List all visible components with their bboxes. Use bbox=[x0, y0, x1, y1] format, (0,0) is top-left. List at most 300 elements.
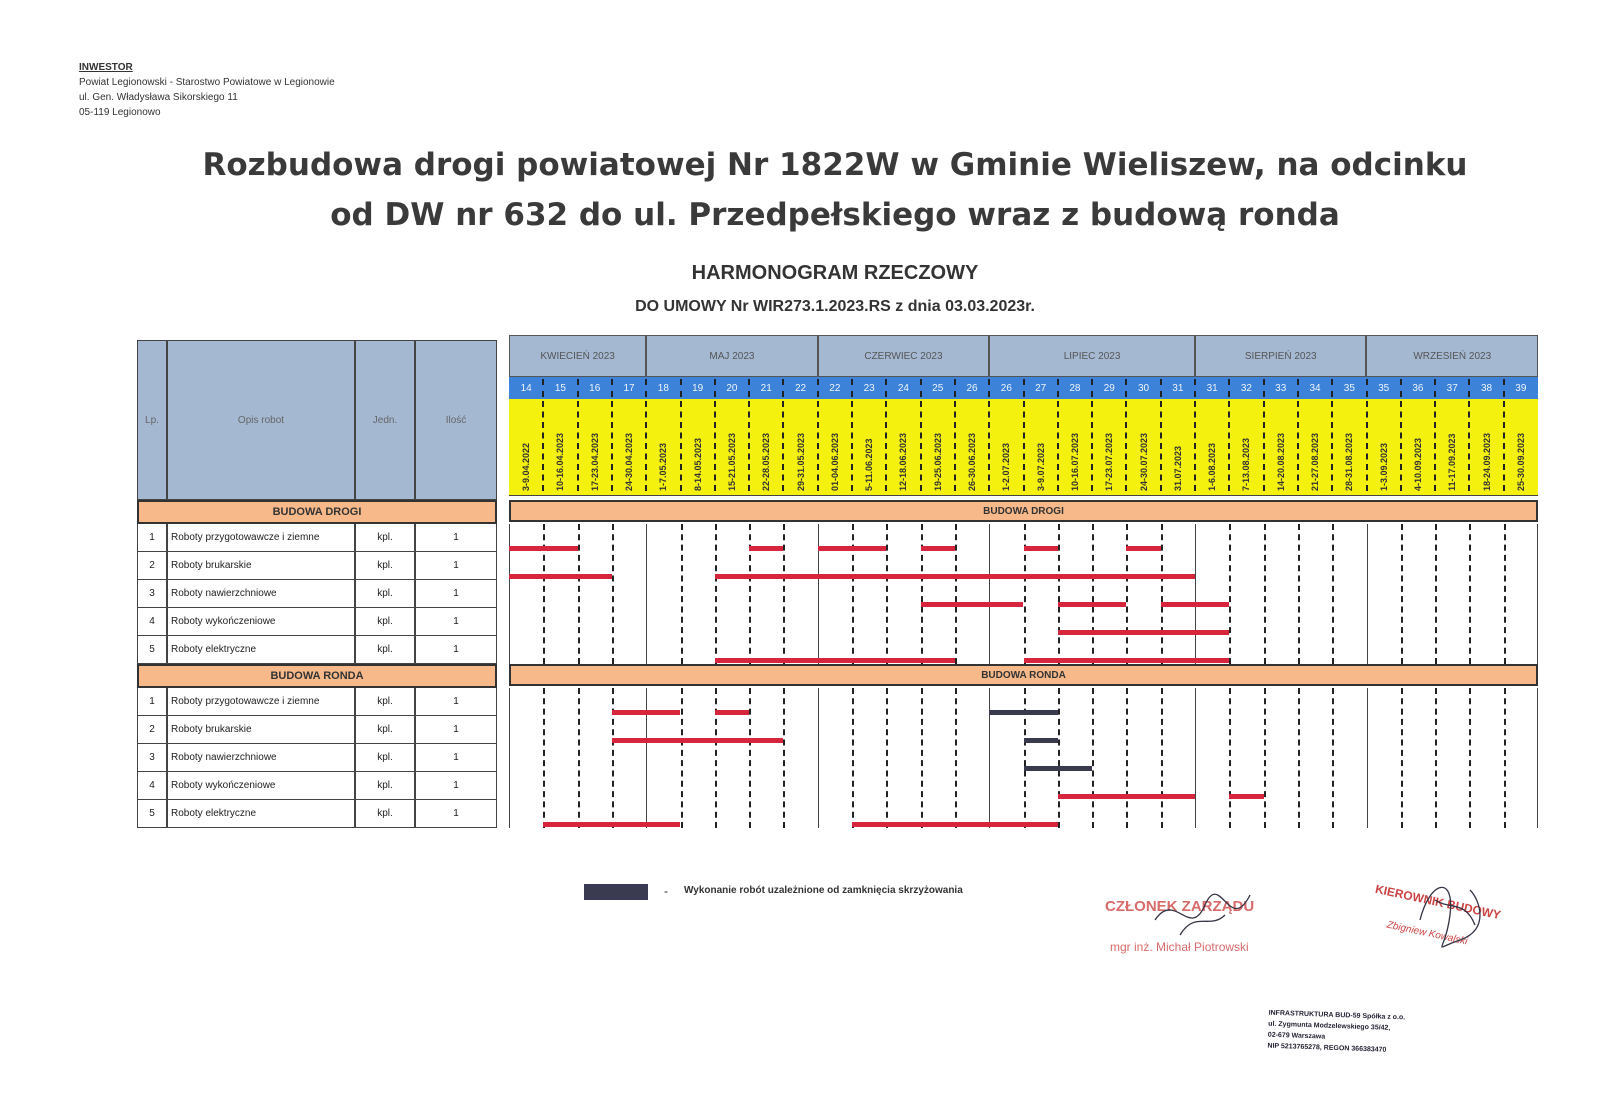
date-range-label: 3-9.07.2023 bbox=[1035, 442, 1046, 491]
column-divider bbox=[1297, 379, 1299, 397]
gantt-grid-line bbox=[818, 688, 819, 828]
table-row bbox=[137, 800, 497, 828]
week-number: 34 bbox=[1309, 382, 1321, 394]
row-qty: 1 bbox=[415, 608, 497, 635]
header-qty: Ilość bbox=[415, 340, 497, 500]
date-range-cell bbox=[783, 403, 817, 491]
column-divider bbox=[1125, 379, 1127, 397]
column-divider bbox=[645, 401, 647, 491]
column-divider bbox=[542, 379, 544, 397]
gantt-grid-line bbox=[1264, 688, 1266, 828]
date-range-cell bbox=[818, 403, 852, 491]
column-divider bbox=[1366, 379, 1368, 397]
date-range-label: 21-27.08.2023 bbox=[1310, 432, 1321, 491]
schedule-bar bbox=[509, 574, 612, 579]
title-line2: od DW nr 632 do ul. Przedpełskiego wraz z budową ronda bbox=[330, 197, 1340, 233]
date-range-cell bbox=[1435, 403, 1469, 491]
schedule-bar bbox=[612, 738, 784, 743]
schedule-bar bbox=[715, 658, 955, 663]
gantt-grid-line bbox=[955, 688, 957, 828]
row-unit: kpl. bbox=[355, 552, 415, 579]
gantt-grid-line bbox=[681, 524, 683, 664]
row-lp: 1 bbox=[137, 688, 167, 715]
column-divider bbox=[885, 401, 887, 491]
date-range-label: 28-31.08.2023 bbox=[1344, 432, 1355, 491]
row-desc: Roboty elektryczne bbox=[167, 800, 355, 827]
column-divider bbox=[988, 379, 990, 397]
date-range-cell bbox=[1195, 403, 1229, 491]
gantt-grid-line bbox=[715, 524, 717, 664]
date-range-label: 14-20.08.2023 bbox=[1275, 432, 1286, 491]
month-header: SIERPIEŃ 2023 bbox=[1195, 335, 1367, 377]
column-divider bbox=[851, 401, 853, 491]
column-divider bbox=[851, 379, 853, 397]
week-number: 21 bbox=[760, 382, 772, 394]
date-range-cell bbox=[1401, 403, 1435, 491]
gantt-grid-line bbox=[749, 688, 751, 828]
column-divider bbox=[542, 401, 544, 491]
row-qty: 1 bbox=[415, 688, 497, 715]
date-range-cell bbox=[1298, 403, 1332, 491]
date-range-label: 3-9.04.2022 bbox=[521, 442, 532, 491]
gantt-grid-line bbox=[1092, 688, 1094, 828]
schedule-bar bbox=[921, 602, 1024, 607]
date-range-cell bbox=[852, 403, 886, 491]
date-range-cell bbox=[1229, 403, 1263, 491]
gantt-grid-line bbox=[646, 688, 647, 828]
date-range-cell bbox=[1161, 403, 1195, 491]
row-lp: 5 bbox=[137, 636, 167, 663]
table-row bbox=[137, 552, 497, 580]
gantt-grid-line bbox=[921, 688, 923, 828]
row-unit: kpl. bbox=[355, 744, 415, 771]
gantt-grid-line bbox=[681, 688, 683, 828]
column-divider bbox=[885, 379, 887, 397]
column-divider bbox=[1468, 401, 1470, 491]
gantt-grid-line bbox=[1504, 688, 1506, 828]
column-divider bbox=[1194, 401, 1196, 491]
column-divider bbox=[680, 379, 682, 397]
date-range-label: 10-16.04.2023 bbox=[555, 432, 566, 491]
column-divider bbox=[1263, 379, 1265, 397]
gantt-grid-line bbox=[852, 688, 854, 828]
gantt-grid-line bbox=[1126, 688, 1128, 828]
week-number: 23 bbox=[863, 382, 875, 394]
row-desc: Roboty elektryczne bbox=[167, 636, 355, 663]
date-range-cell bbox=[1504, 403, 1538, 491]
column-divider bbox=[954, 401, 956, 491]
week-number: 22 bbox=[794, 382, 807, 394]
column-divider bbox=[1160, 401, 1162, 491]
column-divider bbox=[577, 401, 579, 491]
column-divider bbox=[1091, 401, 1093, 491]
column-divider bbox=[817, 379, 819, 397]
company-line2: ul. Zygmunta Modzelewskiego 35/42, bbox=[1268, 1020, 1391, 1032]
schedule-bar bbox=[715, 710, 749, 715]
week-number: 26 bbox=[966, 382, 978, 394]
gantt-grid-line bbox=[1298, 524, 1300, 664]
row-qty: 1 bbox=[415, 524, 497, 551]
column-divider bbox=[954, 379, 956, 397]
row-qty: 1 bbox=[415, 800, 497, 827]
column-divider bbox=[1228, 401, 1230, 491]
schedule-bar bbox=[1024, 658, 1230, 663]
company-stamp bbox=[1267, 1008, 1405, 1057]
gantt-grid-line bbox=[989, 524, 990, 664]
row-lp: 3 bbox=[137, 744, 167, 771]
gantt-grid-line bbox=[1332, 688, 1334, 828]
date-range-cell bbox=[1367, 403, 1401, 491]
gantt-grid-line bbox=[1024, 688, 1026, 828]
title-line1: Rozbudowa drogi powiatowej Nr 1822W w Gminie Wieliszew, na odcinku bbox=[202, 147, 1468, 183]
date-range-label: 15-21.05.2023 bbox=[726, 432, 737, 491]
date-range-cell bbox=[715, 403, 749, 491]
gantt-section-header: BUDOWA RONDA bbox=[509, 664, 1538, 686]
column-divider bbox=[1057, 379, 1059, 397]
schedule-bar-conditional bbox=[989, 710, 1058, 715]
column-divider bbox=[748, 379, 750, 397]
schedule-bar bbox=[1229, 794, 1263, 799]
legend-dash: - bbox=[664, 884, 668, 898]
gantt-grid-line bbox=[1469, 524, 1471, 664]
column-divider bbox=[1160, 379, 1162, 397]
gantt-grid-line bbox=[783, 688, 785, 828]
site-manager-stamp: KIEROWNIK BUDOWY bbox=[1373, 881, 1503, 923]
gantt-grid-line bbox=[1229, 688, 1231, 828]
date-range-label: 1-3.09.2023 bbox=[1378, 442, 1389, 491]
row-unit: kpl. bbox=[355, 608, 415, 635]
schedule-bar bbox=[921, 546, 955, 551]
week-number: 18 bbox=[657, 382, 669, 394]
gantt-grid-line bbox=[1058, 688, 1060, 828]
date-range-label: 7-13.08.2023 bbox=[1241, 437, 1252, 491]
schedule-bar bbox=[749, 546, 783, 551]
week-number: 25 bbox=[932, 382, 944, 394]
column-divider bbox=[748, 401, 750, 491]
month-header: KWIECIEŃ 2023 bbox=[509, 335, 646, 377]
column-divider bbox=[577, 379, 579, 397]
week-number: 20 bbox=[726, 382, 738, 394]
week-number: 17 bbox=[623, 382, 635, 394]
company-line4: NIP 5213765278, REGON 366383470 bbox=[1267, 1042, 1387, 1054]
row-unit: kpl. bbox=[355, 524, 415, 551]
column-divider bbox=[1503, 379, 1505, 397]
date-range-label: 17-23.07.2023 bbox=[1104, 432, 1115, 491]
header-unit: Jedn. bbox=[355, 340, 415, 500]
column-divider bbox=[714, 379, 716, 397]
row-lp: 1 bbox=[137, 524, 167, 551]
gantt-grid-line bbox=[543, 688, 545, 828]
week-number: 26 bbox=[1000, 382, 1012, 394]
date-range-cell bbox=[1024, 403, 1058, 491]
gantt-grid-line bbox=[749, 524, 751, 664]
gantt-grid-line bbox=[1435, 524, 1437, 664]
schedule-subtitle: HARMONOGRAM RZECZOWY bbox=[691, 262, 979, 284]
column-divider bbox=[1331, 379, 1333, 397]
gantt-grid-line bbox=[646, 524, 647, 664]
week-number: 29 bbox=[1103, 382, 1115, 394]
date-range-label: 17-23.04.2023 bbox=[589, 432, 600, 491]
date-range-label: 10-16.07.2023 bbox=[1069, 432, 1080, 491]
row-lp: 2 bbox=[137, 716, 167, 743]
row-desc: Roboty wykończeniowe bbox=[167, 608, 355, 635]
company-line1: INFRASTRUKTURA BUD-59 Spółka z o.o. bbox=[1268, 1009, 1406, 1022]
company-line3: 02-679 Warszawa bbox=[1267, 1031, 1326, 1041]
column-divider bbox=[1194, 379, 1196, 397]
column-divider bbox=[920, 379, 922, 397]
gantt-grid-line bbox=[1126, 524, 1128, 664]
gantt-grid-line bbox=[886, 524, 888, 664]
date-range-cell bbox=[681, 403, 715, 491]
table-row bbox=[137, 636, 497, 664]
row-qty: 1 bbox=[415, 552, 497, 579]
schedule-bar bbox=[509, 546, 578, 551]
gantt-grid-line bbox=[1264, 524, 1266, 664]
column-divider bbox=[1228, 379, 1230, 397]
contract-reference: DO UMOWY Nr WIR273.1.2023.RS z dnia 03.03.2023r. bbox=[635, 298, 1035, 315]
column-divider bbox=[782, 401, 784, 491]
gantt-grid-line bbox=[783, 524, 785, 664]
table-row bbox=[137, 688, 497, 716]
schedule-bar bbox=[543, 822, 680, 827]
works-table-header bbox=[137, 340, 497, 500]
row-desc: Roboty wykończeniowe bbox=[167, 772, 355, 799]
date-range-label: 22-28.05.2023 bbox=[761, 432, 772, 491]
date-range-label: 1-2.07.2023 bbox=[1001, 442, 1012, 491]
column-divider bbox=[611, 401, 613, 491]
date-range-label: 1-7.05.2023 bbox=[658, 442, 669, 491]
gantt-grid-line bbox=[1332, 524, 1334, 664]
week-number: 30 bbox=[1137, 382, 1150, 394]
row-qty: 1 bbox=[415, 772, 497, 799]
investor-line2: ul. Gen. Władysława Sikorskiego 11 bbox=[79, 92, 238, 103]
date-range-cell bbox=[1092, 403, 1126, 491]
gantt-grid-line bbox=[543, 524, 545, 664]
gantt-grid-line bbox=[612, 524, 614, 664]
row-qty: 1 bbox=[415, 716, 497, 743]
date-range-label: 29-31.05.2023 bbox=[795, 432, 806, 491]
board-member-name: mgr inż. Michał Piotrowski bbox=[1110, 940, 1249, 954]
signature-2 bbox=[1410, 870, 1490, 960]
gantt-grid-line bbox=[1401, 524, 1403, 664]
week-number: 35 bbox=[1343, 382, 1355, 394]
week-number: 31 bbox=[1206, 382, 1218, 394]
week-number: 36 bbox=[1412, 382, 1424, 394]
column-divider bbox=[1503, 401, 1505, 491]
gantt-grid-line bbox=[1058, 524, 1060, 664]
row-lp: 4 bbox=[137, 772, 167, 799]
date-range-cell bbox=[1469, 403, 1503, 491]
column-divider bbox=[1263, 401, 1265, 491]
date-range-cell bbox=[1332, 403, 1366, 491]
column-divider bbox=[714, 401, 716, 491]
week-number: 37 bbox=[1446, 382, 1458, 394]
date-range-label: 5-11.06.2023 bbox=[864, 438, 875, 491]
gantt-grid-line bbox=[715, 688, 717, 828]
week-number: 31 bbox=[1172, 382, 1184, 394]
column-divider bbox=[782, 379, 784, 397]
investor-line3: 05-119 Legionowo bbox=[79, 107, 161, 118]
document-title bbox=[100, 140, 1570, 240]
column-divider bbox=[1400, 401, 1402, 491]
gantt-grid-line bbox=[578, 688, 580, 828]
schedule-bar bbox=[818, 546, 887, 551]
week-number: 38 bbox=[1480, 382, 1493, 394]
investor-block bbox=[79, 60, 335, 120]
gantt-grid-line bbox=[1504, 524, 1506, 664]
gantt-grid-line bbox=[852, 524, 854, 664]
week-number: 39 bbox=[1515, 382, 1527, 394]
week-number: 28 bbox=[1069, 382, 1081, 394]
row-unit: kpl. bbox=[355, 636, 415, 663]
gantt-grid-line bbox=[955, 524, 957, 664]
row-unit: kpl. bbox=[355, 800, 415, 827]
month-header-row bbox=[509, 335, 1538, 377]
column-divider bbox=[1468, 379, 1470, 397]
gantt-grid-line bbox=[612, 688, 614, 828]
row-unit: kpl. bbox=[355, 688, 415, 715]
date-range-label: 24-30.04.2023 bbox=[624, 432, 635, 491]
column-divider bbox=[1057, 401, 1059, 491]
schedule-bar bbox=[715, 574, 1195, 579]
column-divider bbox=[1366, 401, 1368, 491]
header-lp: Lp. bbox=[137, 340, 167, 500]
date-range-label: 4-10.09.2023 bbox=[1412, 437, 1423, 491]
investor-line1: Powiat Legionowski - Starostwo Powiatowe w Legionowie bbox=[79, 77, 335, 88]
month-header: WRZESIEŃ 2023 bbox=[1366, 335, 1538, 377]
date-range-cell bbox=[578, 403, 612, 491]
gantt-grid-line bbox=[1161, 524, 1163, 664]
week-number: 32 bbox=[1240, 382, 1252, 394]
schedule-bar bbox=[1058, 602, 1127, 607]
table-row bbox=[137, 580, 497, 608]
date-range-label: 18-24.09.2023 bbox=[1481, 432, 1492, 491]
date-range-cell bbox=[612, 403, 646, 491]
column-divider bbox=[645, 379, 647, 397]
signature-1 bbox=[1150, 880, 1260, 950]
date-range-label: 01-04.06.2023 bbox=[829, 432, 840, 491]
date-range-cell bbox=[886, 403, 920, 491]
week-number-row bbox=[509, 377, 1538, 399]
row-qty: 1 bbox=[415, 580, 497, 607]
row-unit: kpl. bbox=[355, 716, 415, 743]
legend-text: Wykonanie robót uzależnione od zamknięcia skrzyżowania bbox=[684, 885, 963, 896]
row-lp: 2 bbox=[137, 552, 167, 579]
week-number: 33 bbox=[1275, 382, 1287, 394]
week-number: 19 bbox=[692, 382, 704, 394]
date-range-cell bbox=[955, 403, 989, 491]
column-divider bbox=[1125, 401, 1127, 491]
date-range-row bbox=[509, 399, 1538, 496]
schedule-bar bbox=[1024, 546, 1058, 551]
column-divider bbox=[1331, 401, 1333, 491]
date-range-label: 8-14.05.2023 bbox=[692, 437, 703, 491]
schedule-bar-conditional bbox=[1024, 766, 1093, 771]
month-header: MAJ 2023 bbox=[646, 335, 818, 377]
month-header: LIPIEC 2023 bbox=[989, 335, 1195, 377]
section-header: BUDOWA RONDA bbox=[137, 664, 497, 688]
gantt-section-header: BUDOWA DROGI bbox=[509, 500, 1538, 522]
date-range-cell bbox=[1058, 403, 1092, 491]
row-desc: Roboty nawierzchniowe bbox=[167, 580, 355, 607]
gantt-grid-line bbox=[1161, 688, 1163, 828]
date-range-cell bbox=[749, 403, 783, 491]
month-header: CZERWIEC 2023 bbox=[818, 335, 990, 377]
table-row bbox=[137, 608, 497, 636]
header-desc: Opis robot bbox=[167, 340, 355, 500]
schedule-bar bbox=[1161, 602, 1230, 607]
gantt-grid-line bbox=[1298, 688, 1300, 828]
week-number: 14 bbox=[520, 382, 532, 394]
date-range-cell bbox=[989, 403, 1023, 491]
gantt-grid-line bbox=[921, 524, 923, 664]
table-row bbox=[137, 524, 497, 552]
column-divider bbox=[817, 401, 819, 491]
gantt-grid-line bbox=[1367, 688, 1368, 828]
date-range-cell bbox=[1126, 403, 1160, 491]
table-row bbox=[137, 744, 497, 772]
schedule-bar bbox=[852, 822, 1058, 827]
row-desc: Roboty przygotowawcze i ziemne bbox=[167, 524, 355, 551]
column-divider bbox=[920, 401, 922, 491]
date-range-label: 19-25.06.2023 bbox=[932, 432, 943, 491]
schedule-bar bbox=[1126, 546, 1160, 551]
date-range-cell bbox=[921, 403, 955, 491]
table-row bbox=[137, 772, 497, 800]
schedule-bar bbox=[1058, 794, 1195, 799]
gantt-grid-line bbox=[578, 524, 580, 664]
date-range-label: 1-6.08.2023 bbox=[1207, 442, 1218, 491]
section-header: BUDOWA DROGI bbox=[137, 500, 497, 524]
schedule-bar bbox=[612, 710, 681, 715]
gantt-grid-line bbox=[989, 688, 990, 828]
row-unit: kpl. bbox=[355, 580, 415, 607]
column-divider bbox=[1434, 379, 1436, 397]
gantt-grid-line bbox=[1195, 524, 1196, 664]
gantt-grid-line bbox=[1229, 524, 1231, 664]
row-qty: 1 bbox=[415, 636, 497, 663]
row-lp: 4 bbox=[137, 608, 167, 635]
column-divider bbox=[1023, 401, 1025, 491]
site-manager-name: Zbigniew Kowalski bbox=[1385, 919, 1469, 948]
date-range-label: 25-30.09.2023 bbox=[1515, 432, 1526, 491]
row-desc: Roboty nawierzchniowe bbox=[167, 744, 355, 771]
week-number: 35 bbox=[1378, 382, 1390, 394]
row-desc: Roboty przygotowawcze i ziemne bbox=[167, 688, 355, 715]
gantt-grid-line bbox=[1092, 524, 1094, 664]
gantt-grid-line bbox=[1469, 688, 1471, 828]
schedule-bar-conditional bbox=[1024, 738, 1058, 743]
week-number: 15 bbox=[554, 382, 566, 394]
row-lp: 5 bbox=[137, 800, 167, 827]
date-range-label: 11-17.09.2023 bbox=[1447, 433, 1458, 491]
schedule-bar bbox=[1058, 630, 1230, 635]
investor-label: INWESTOR bbox=[79, 62, 133, 73]
date-range-label: 24-30.07.2023 bbox=[1138, 432, 1149, 491]
date-range-cell bbox=[1264, 403, 1298, 491]
gantt-grid-line bbox=[1367, 524, 1368, 664]
gantt-grid-line bbox=[1024, 524, 1026, 664]
row-qty: 1 bbox=[415, 744, 497, 771]
column-divider bbox=[1023, 379, 1025, 397]
date-range-cell bbox=[543, 403, 577, 491]
date-range-label: 12-18.06.2023 bbox=[898, 432, 909, 491]
column-divider bbox=[611, 379, 613, 397]
legend-swatch bbox=[584, 884, 648, 900]
gantt-grid-line bbox=[1435, 688, 1437, 828]
week-number: 22 bbox=[829, 382, 841, 394]
row-lp: 3 bbox=[137, 580, 167, 607]
